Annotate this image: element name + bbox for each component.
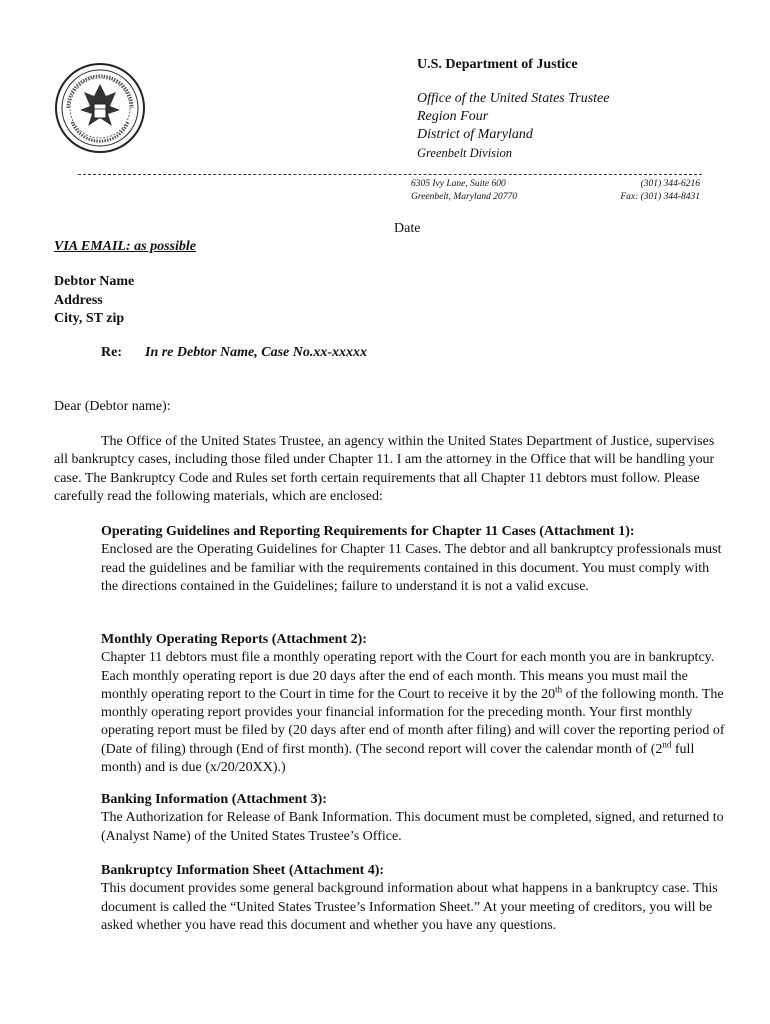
section-banking-information <box>101 791 725 846</box>
address-line-2: Greenbelt, Maryland 20770 <box>411 192 517 202</box>
department-name: U.S. Department of Justice <box>417 57 578 72</box>
section-body <box>101 649 725 777</box>
section-body-part-a: Chapter 11 debtors must file a monthly operating report with the Court for each month you are in bankruptcy. Each monthly operating report is due 20 days after the end of each month. This means you must mail the monthly operating report to the Court in time for the Court to receive it by the 20 <box>101 650 715 702</box>
intro-paragraph: The Office of the United States Trustee, an agency within the United States Department of Justice, supervises all bankruptcy cases, including those filed under Chapter 11. I am the attorney in the Office that will be handling your case. The Bankruptcy Code and Rules set forth certain requirements that all Chapter 11 debtors must follow. Please carefully read the following materials, which are enclosed: <box>54 434 715 504</box>
division-name: Greenbelt Division <box>417 146 513 160</box>
re-line <box>101 345 367 361</box>
section-body-part-b: of the following month. The monthly operating report provides your financial information for the preceding month. Your first monthly operating report must be filed by (20 days after end of month after filing) and will cover the reporting period of (Date of filing) through (End of first month). (The second report will cover the calendar month of (2 <box>101 686 725 757</box>
section-heading: Bankruptcy Information Sheet (Attachment 4): <box>101 863 385 878</box>
section-heading: Monthly Operating Reports (Attachment 2): <box>101 632 367 647</box>
section-information-sheet <box>101 862 725 935</box>
phone-number: (301) 344-6216 <box>640 179 700 189</box>
letter-date: Date <box>394 221 421 236</box>
office-contact <box>560 178 700 204</box>
office-address <box>411 178 517 204</box>
section-operating-guidelines <box>101 523 725 596</box>
superscript-th: th <box>555 684 563 695</box>
section-body: The Authorization for Release of Bank Information. This document must be completed, signed, and returned to (Analyst Name) of the United States Trustee’s Office. <box>101 810 724 844</box>
recipient-name: Debtor Name <box>54 274 135 289</box>
letterhead <box>417 56 609 162</box>
recipient-block <box>54 273 134 329</box>
office-name: Office of the United States Trustee <box>417 91 610 106</box>
salutation: Dear (Debtor name): <box>54 399 171 414</box>
section-body-part-c: full month) and is due (x/20/20XX).) <box>101 741 695 776</box>
superscript-nd: nd <box>662 739 672 750</box>
section-body: This document provides some general background information about what happens in a bankruptcy case. This document is called the “United States Trustee’s Information Sheet.” At your meeting of creditors, you will be asked whether you have read this document and whether you have any questions. <box>101 881 718 933</box>
section-heading: Banking Information (Attachment 3): <box>101 792 327 807</box>
fax-number: Fax: (301) 344-8431 <box>620 192 700 202</box>
recipient-city: City, ST zip <box>54 311 125 326</box>
doj-seal-icon <box>54 62 146 154</box>
recipient-address: Address <box>54 292 103 308</box>
header-divider <box>78 174 702 175</box>
section-heading: Operating Guidelines and Reporting Requirements for Chapter 11 Cases (Attachment 1): <box>101 524 635 539</box>
section-monthly-reports <box>101 631 725 777</box>
via-email-line: VIA EMAIL: as possible <box>54 239 196 254</box>
region-name: Region Four <box>417 109 489 124</box>
district-name: District of Maryland <box>417 127 533 142</box>
section-body: Enclosed are the Operating Guidelines for Chapter 11 Cases. The debtor and all bankruptcy professionals must read the guidelines and be familiar with the requirements contained in this document. You must comply with the directions contained in the Guidelines; failure to understand it is not a valid excuse. <box>101 542 722 594</box>
re-case: In re Debtor Name, Case No.xx-xxxxx <box>145 345 368 360</box>
re-label: Re: <box>101 345 122 360</box>
address-line-1: 6305 Ivy Lane, Suite 600 <box>411 179 506 189</box>
